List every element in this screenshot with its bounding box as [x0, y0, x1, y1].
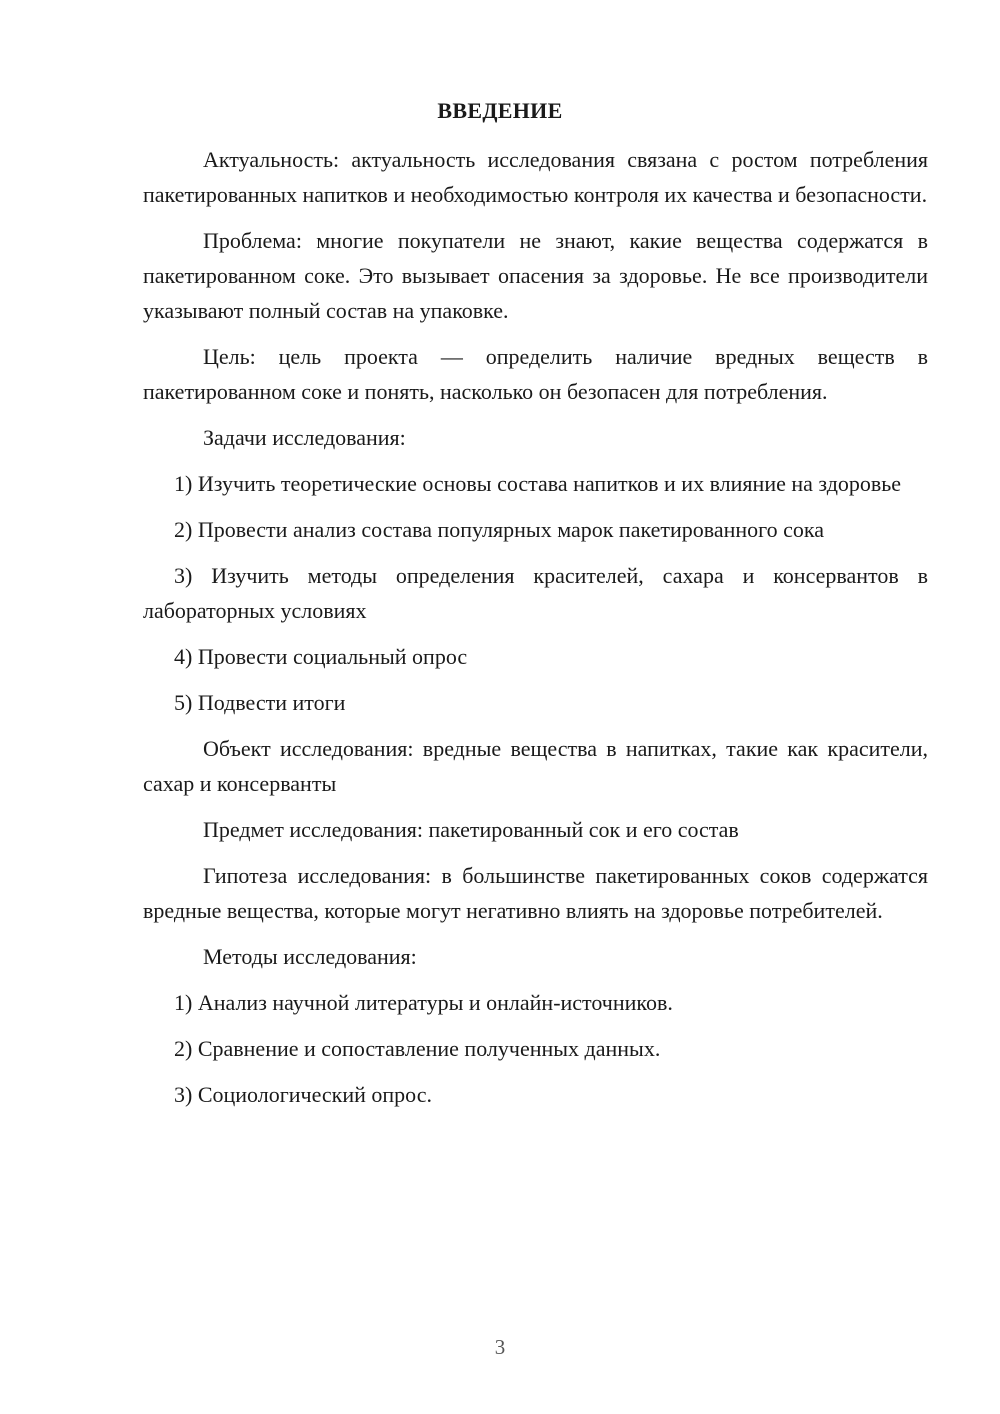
page-number: 3 — [494, 1335, 506, 1359]
page-title: ВВЕДЕНИЕ — [437, 98, 563, 123]
document-body — [143, 142, 928, 1123]
paragraph-tasks-heading: Задачи исследования: — [203, 425, 406, 450]
paragraph-object: Объект исследования: вредные вещества в напитках, такие как красители, сахар и консерванты — [143, 736, 928, 796]
paragraph-problem: Проблема: многие покупатели не знают, какие вещества содержатся в пакетированном соке. Это вызывает опасения за здоровье. Не все производители указывают полный состав на упаковке. — [143, 228, 928, 323]
task-list-item: 2) Провести анализ состава популярных марок пакетированного сока — [174, 517, 825, 542]
task-list-item: 5) Подвести итоги — [174, 690, 346, 715]
paragraph-goal: Цель: цель проекта — определить наличие вредных веществ в пакетированном соке и понять, насколько он безопасен для потребления. — [143, 344, 928, 404]
paragraph-relevance: Актуальность: актуальность исследования связана с ростом потребления пакетированных напитков и необходимостью контроля их качества и безопасности. — [143, 147, 928, 207]
task-list-item: 3) Изучить методы определения красителей, сахара и консервантов в лабораторных условиях — [143, 563, 928, 623]
method-list-item: 1) Анализ научной литературы и онлайн-источников. — [174, 990, 673, 1015]
paragraph-methods-heading: Методы исследования: — [203, 944, 417, 969]
method-list-item: 2) Сравнение и сопоставление полученных данных. — [174, 1036, 661, 1061]
paragraph-hypothesis: Гипотеза исследования: в большинстве пакетированных соков содержатся вредные вещества, которые могут негативно влиять на здоровье потребителей. — [143, 863, 928, 923]
task-list-item: 1) Изучить теоретические основы состава напитков и их влияние на здоровье — [174, 471, 902, 496]
paragraph-subject: Предмет исследования: пакетированный сок и его состав — [203, 817, 739, 842]
task-list-item: 4) Провести социальный опрос — [174, 644, 468, 669]
method-list-item: 3) Социологический опрос. — [174, 1082, 432, 1107]
